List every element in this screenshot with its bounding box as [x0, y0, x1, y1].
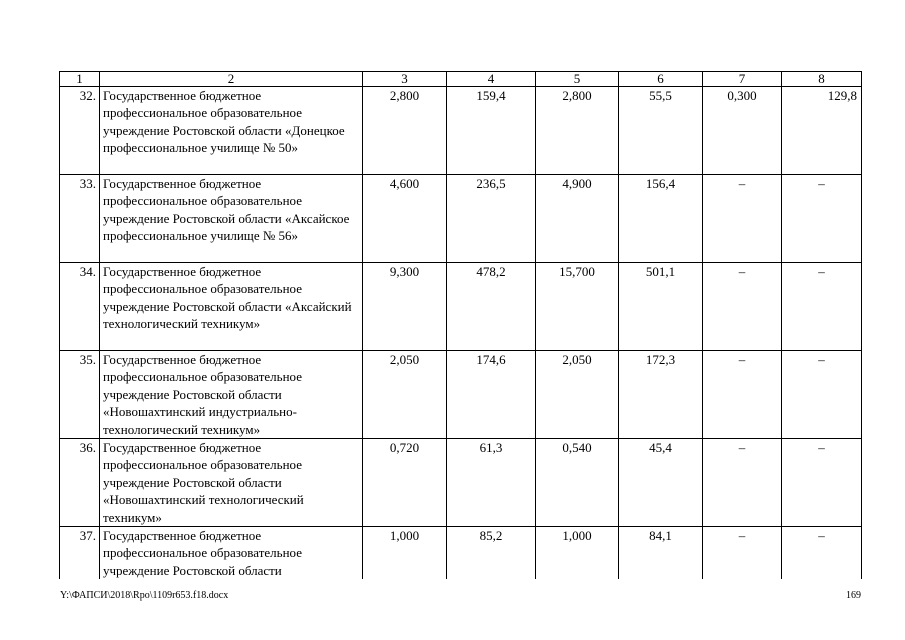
- column-header: 2: [100, 72, 363, 87]
- table-row: [60, 175, 862, 263]
- cell-col8: –: [782, 527, 862, 580]
- cell-col4: 478,2: [447, 263, 536, 351]
- cell-col3: 4,600: [363, 175, 447, 263]
- cell-col8: –: [782, 439, 862, 527]
- cell-col5: 1,000: [536, 527, 619, 580]
- row-number: 34.: [60, 263, 100, 351]
- column-header: 7: [703, 72, 782, 87]
- column-header: 1: [60, 72, 100, 87]
- table-row: [60, 439, 862, 527]
- cell-col7: 0,300: [703, 87, 782, 175]
- institution-name: Государственное бюджетное профессиональное образовательное учреждение Ростовской области «Аксайский технологический техникум»: [100, 263, 363, 351]
- table-row: [60, 263, 862, 351]
- cell-col3: 0,720: [363, 439, 447, 527]
- cell-col6: 84,1: [619, 527, 703, 580]
- cell-col8: –: [782, 175, 862, 263]
- cell-col7: –: [703, 175, 782, 263]
- column-header: 5: [536, 72, 619, 87]
- cell-col4: 236,5: [447, 175, 536, 263]
- institution-name: Государственное бюджетное профессиональное образовательное учреждение Ростовской области «Аксайское профессиональное училище № 56»: [100, 175, 363, 263]
- row-number: 35.: [60, 351, 100, 439]
- cell-col5: 15,700: [536, 263, 619, 351]
- cell-col6: 55,5: [619, 87, 703, 175]
- column-header: 4: [447, 72, 536, 87]
- cell-col8: –: [782, 351, 862, 439]
- data-table: [59, 71, 862, 579]
- row-number: 37.: [60, 527, 100, 580]
- cell-col4: 174,6: [447, 351, 536, 439]
- cell-col3: 2,050: [363, 351, 447, 439]
- table-row: [60, 351, 862, 439]
- cell-col5: 4,900: [536, 175, 619, 263]
- institution-name: Государственное бюджетное профессиональное образовательное учреждение Ростовской области «Новошахтинский технологический техникум»: [100, 439, 363, 527]
- cell-col7: –: [703, 351, 782, 439]
- cell-col5: 0,540: [536, 439, 619, 527]
- cell-col3: 2,800: [363, 87, 447, 175]
- cell-col7: –: [703, 263, 782, 351]
- cell-col6: 45,4: [619, 439, 703, 527]
- cell-col7: –: [703, 527, 782, 580]
- cell-col8: –: [782, 263, 862, 351]
- cell-col3: 9,300: [363, 263, 447, 351]
- table-row: [60, 87, 862, 175]
- row-number: 32.: [60, 87, 100, 175]
- column-header: 8: [782, 72, 862, 87]
- table-header-row: [60, 72, 862, 87]
- row-number: 36.: [60, 439, 100, 527]
- institution-name: Государственное бюджетное профессиональное образовательное учреждение Ростовской области «Донецкое профессиональное училище № 50»: [100, 87, 363, 175]
- cell-col4: 61,3: [447, 439, 536, 527]
- table-row: [60, 527, 862, 580]
- row-number: 33.: [60, 175, 100, 263]
- page-number: 169: [846, 590, 861, 601]
- cell-col7: –: [703, 439, 782, 527]
- institution-name: Государственное бюджетное профессиональное образовательное учреждение Ростовской области «Новошахтинский индустриально-технологический техникум»: [100, 351, 363, 439]
- cell-col5: 2,800: [536, 87, 619, 175]
- cell-col8: 129,8: [782, 87, 862, 175]
- cell-col4: 85,2: [447, 527, 536, 580]
- cell-col4: 159,4: [447, 87, 536, 175]
- column-header: 3: [363, 72, 447, 87]
- cell-col6: 501,1: [619, 263, 703, 351]
- institution-name: Государственное бюджетное профессиональное образовательное учреждение Ростовской области: [100, 527, 363, 580]
- footer-file-path: Y:\ФАПСИ\2018\Rpo\1109r653.f18.docx: [60, 590, 229, 601]
- cell-col5: 2,050: [536, 351, 619, 439]
- cell-col6: 172,3: [619, 351, 703, 439]
- cell-col3: 1,000: [363, 527, 447, 580]
- cell-col6: 156,4: [619, 175, 703, 263]
- column-header: 6: [619, 72, 703, 87]
